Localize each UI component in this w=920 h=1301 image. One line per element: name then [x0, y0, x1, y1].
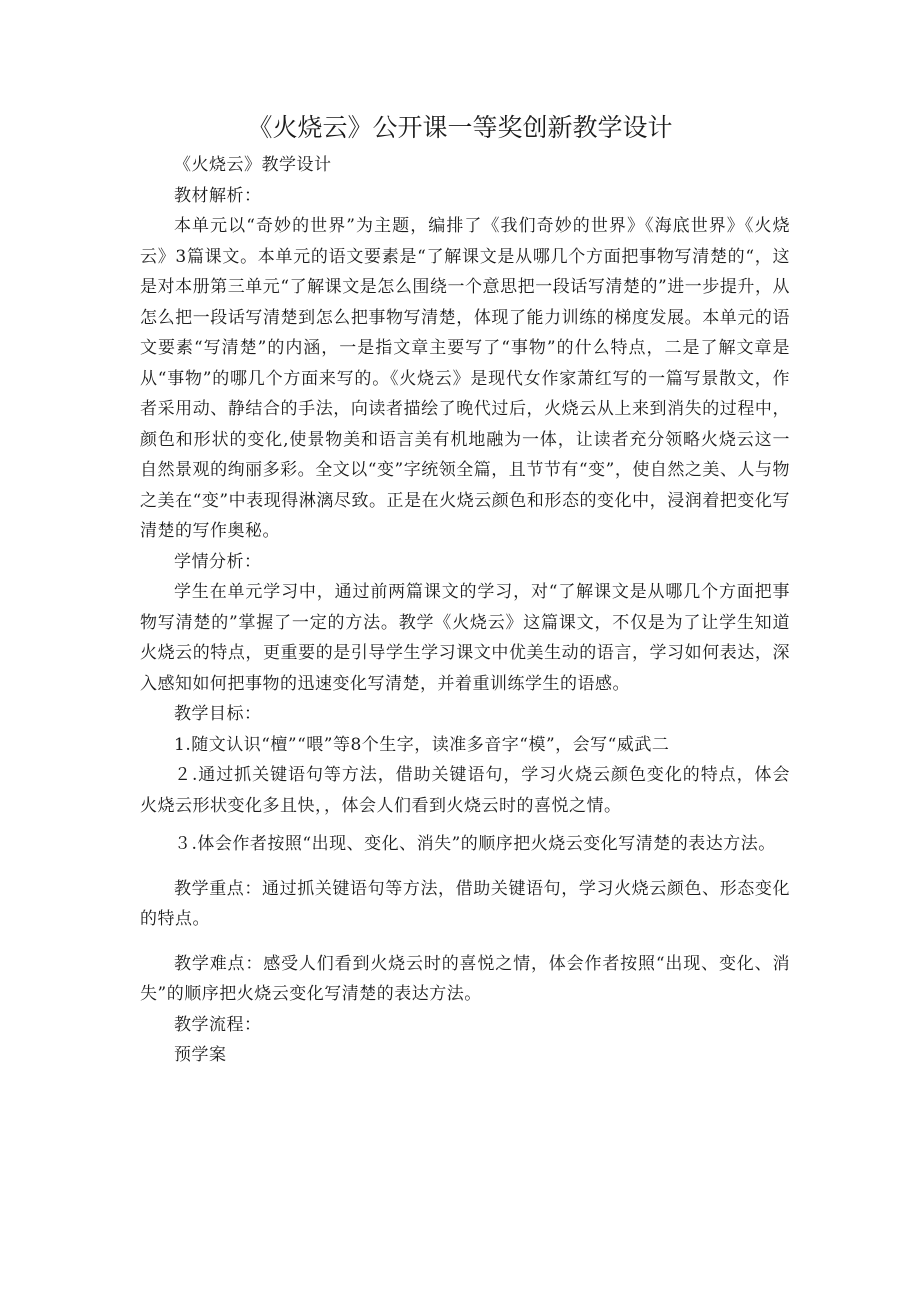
document-body: [140, 150, 790, 1071]
document-title: 《火烧云》公开课一等奖创新教学设计: [247, 113, 673, 142]
teaching-goal-1: 1.随文认识“檀”“喂”等8个生字，读准多音字“模”，会写“威武二: [174, 734, 670, 755]
teaching-key-point: 教学重点：通过抓关键语句等方法，借助关键语句，学习火烧云颜色、形态变化的特点。: [140, 878, 790, 929]
preview-plan-heading: 预学案: [174, 1045, 227, 1065]
teaching-goals-heading: 教学目标：: [174, 704, 262, 724]
teaching-process-heading: 教学流程：: [174, 1014, 262, 1035]
student-analysis-heading: 学情分析：: [174, 551, 262, 572]
teaching-goal-2: ２.通过抓关键语句等方法，借助关键语句，学习火烧云颜色变化的特点，体会火烧云形状变化多且快，，体会人们看到火烧云时的喜悦之情。: [140, 765, 790, 816]
material-analysis-heading: 教材解析：: [174, 185, 262, 206]
student-analysis-text: 学生在单元学习中，通过前两篇课文的学习，对“了解课文是从哪几个方面把事物写清楚的”掌握了一定的方法。教学《火烧云》这篇课文，不仅是为了让学生知道火烧云的特点，更重要的是引导学生学习课文中优美生动的语言，学习如何表达，深入感知如何把事物的迅速变化写清楚，并着重训练学生的语感。: [140, 582, 790, 694]
teaching-goal-3: ３.体会作者按照“出现、变化、消失”的顺序把火烧云变化写清楚的表达方法。: [174, 834, 776, 854]
material-analysis-text: 本单元以“奇妙的世界”为主题，编排了《我们奇妙的世界》《海底世界》《火烧云》3篇课文。本单元的语文要素是“了解课文是从哪几个方面把事物写清楚的“，这是对本册第三单元“了解课文是怎么围绕一个意思把一段话写清楚的”进一步提升，从怎么把一段话写清楚到怎么把事物写清楚，体现了能力训练的梯度发展。本单元的语文要素“写清楚”的内涵，一是指文章主要写了“事物”的什么特点，二是了解文章是从“事物”的哪几个方面来写的。《火烧云》是现代女作家萧红写的一篇写景散文，作者采用动、静结合的手法，向读者描绘了晚代过后，火烧云从上来到消失的过程中，颜色和形状的变化,使景物美和语言美有机地融为一体，让读者充分领略火烧云这一自然景观的绚丽多彩。全文以“变”字统领全篇，且节节有“变”，使自然之美、人与物之美在“变”中表现得淋漓尽致。正是在火烧云颜色和形态的变化中，浸润着把变化写清楚的写作奥秘。: [140, 216, 790, 541]
teaching-difficulty: 教学难点：感受人们看到火烧云时的喜悦之情，体会作者按照“出现、变化、消失”的顺序把火烧云变化写清楚的表达方法。: [140, 953, 790, 1004]
document-subtitle: 《火烧云》教学设计: [174, 155, 332, 175]
